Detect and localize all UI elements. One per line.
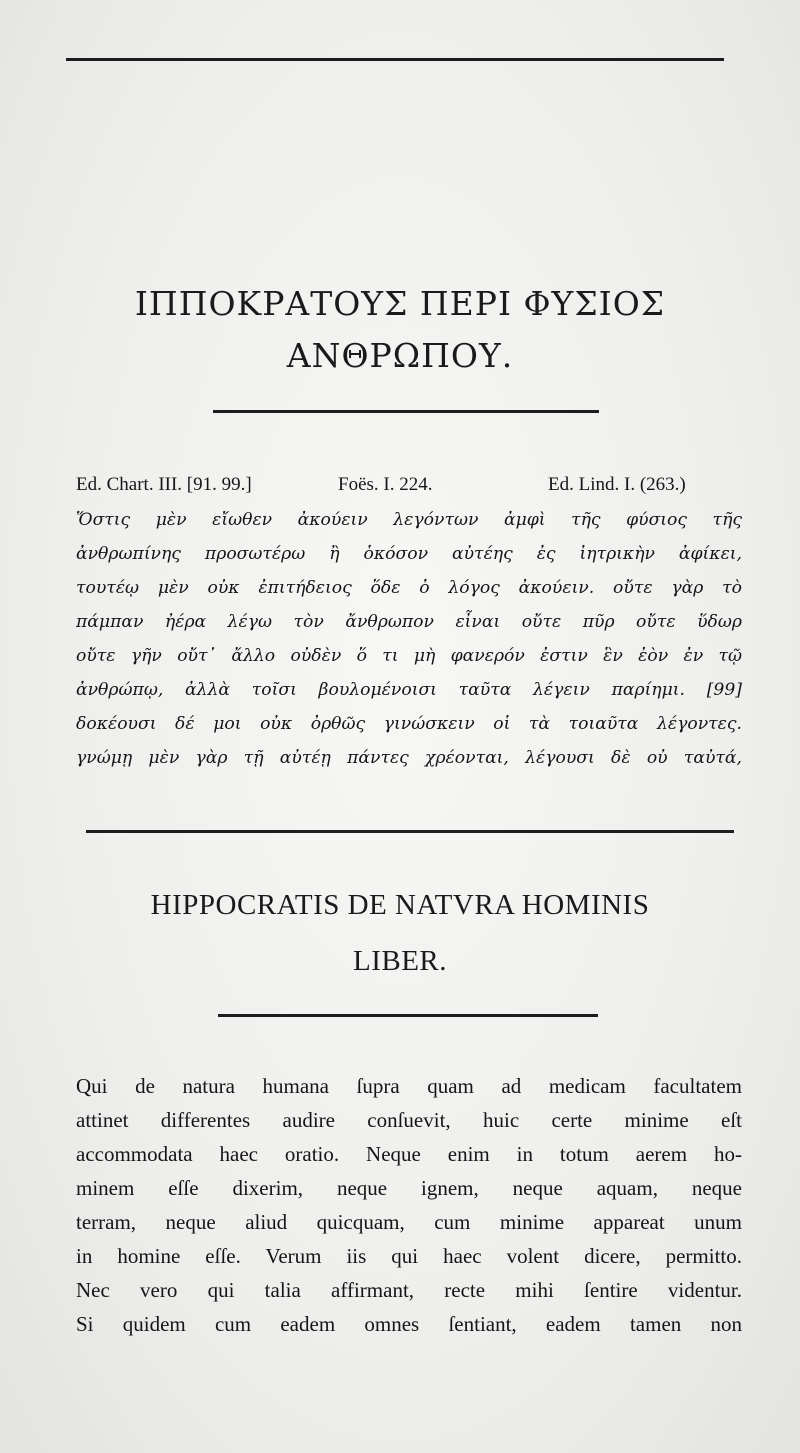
greek-text-block	[76, 503, 742, 775]
greek-text-line: τουτέῳ μὲν οὐκ ἐπιτήδειος ὅδε ὁ λόγος ἀκούειν. οὔτε γὰρ τὸ	[76, 578, 742, 598]
latin-text-block	[76, 1069, 742, 1341]
latin-text-line: terram, neque aliud quicquam, cum minime appareat unum	[76, 1210, 742, 1234]
section-divider-rule	[86, 830, 734, 833]
reference-foes: Foës. I. 224.	[338, 474, 433, 495]
greek-text-line: ἀνθρωπίνης προσωτέρω ἢ ὁκόσον αὐτέης ἐς ἰητρικὴν ἀφίκει,	[76, 544, 742, 564]
greek-text-line: Ὅστις μὲν εἴωθεν ἀκούειν λεγόντων ἀμφὶ τῆς φύσιος τῆς	[76, 510, 742, 530]
reference-lind: Ed. Lind. I. (263.)	[548, 474, 686, 495]
latin-text-line: accommodata haec oratio. Neque enim in totum aerem ho-	[76, 1142, 742, 1166]
edition-references	[76, 470, 738, 500]
latin-title-line-1: HIPPOCRATIS DE NATVRA HOMINIS	[150, 889, 650, 921]
reference-chart: Ed. Chart. III. [91. 99.]	[76, 474, 252, 495]
greek-text-line: ἀνθρώπῳ, ἀλλὰ τοῖσι βουλομένοισι ταῦτα λέγειν παρίημι. [99]	[76, 680, 742, 700]
greek-text-line: γνώμῃ μὲν γὰρ τῇ αὐτέῃ πάντες χρέονται, λέγουσι δὲ οὐ ταὐτά,	[76, 748, 742, 768]
latin-text-line: attinet differentes audire conſuevit, huic certe minime eſt	[76, 1108, 742, 1132]
latin-text-line: Nec vero qui talia affirmant, recte mihi ſentire videntur.	[76, 1278, 742, 1302]
latin-text-line: in homine eſſe. Verum iis qui haec volent dicere, permitto.	[76, 1244, 742, 1268]
greek-text-line: οὔτε γῆν οὔτ᾽ ἄλλο οὐδὲν ὅ τι μὴ φανερόν ἐστιν ἓν ἐὸν ἐν τῷ	[76, 646, 742, 666]
greek-text-line: πάμπαν ἠέρα λέγω τὸν ἄνθρωπον εἶναι οὔτε πῦρ οὔτε ὕδωρ	[76, 612, 742, 632]
greek-title-line-2: ΑΝΘΡΩΠΟΥ.	[286, 336, 514, 375]
latin-text-line: Qui de natura humana ſupra quam ad medicam facultatem	[76, 1074, 742, 1098]
latin-text-line: Si quidem cum eadem omnes ſentiant, eadem tamen non	[76, 1312, 742, 1336]
latin-text-line: minem eſſe dixerim, neque ignem, neque aquam, neque	[76, 1176, 742, 1200]
greek-title-rule	[213, 410, 599, 413]
latin-title-rule	[218, 1014, 598, 1017]
latin-title-line-2: LIBER.	[352, 945, 448, 977]
top-rule	[66, 58, 724, 61]
greek-text-line: δοκέουσι δέ μοι οὐκ ὀρθῶς γινώσκειν οἱ τὰ τοιαῦτα λέγοντες.	[76, 714, 742, 734]
greek-title-line-1: ΙΠΠΟΚΡΑΤΟΥΣ ΠΕΡΙ ΦΥΣΙΟΣ	[134, 284, 666, 323]
